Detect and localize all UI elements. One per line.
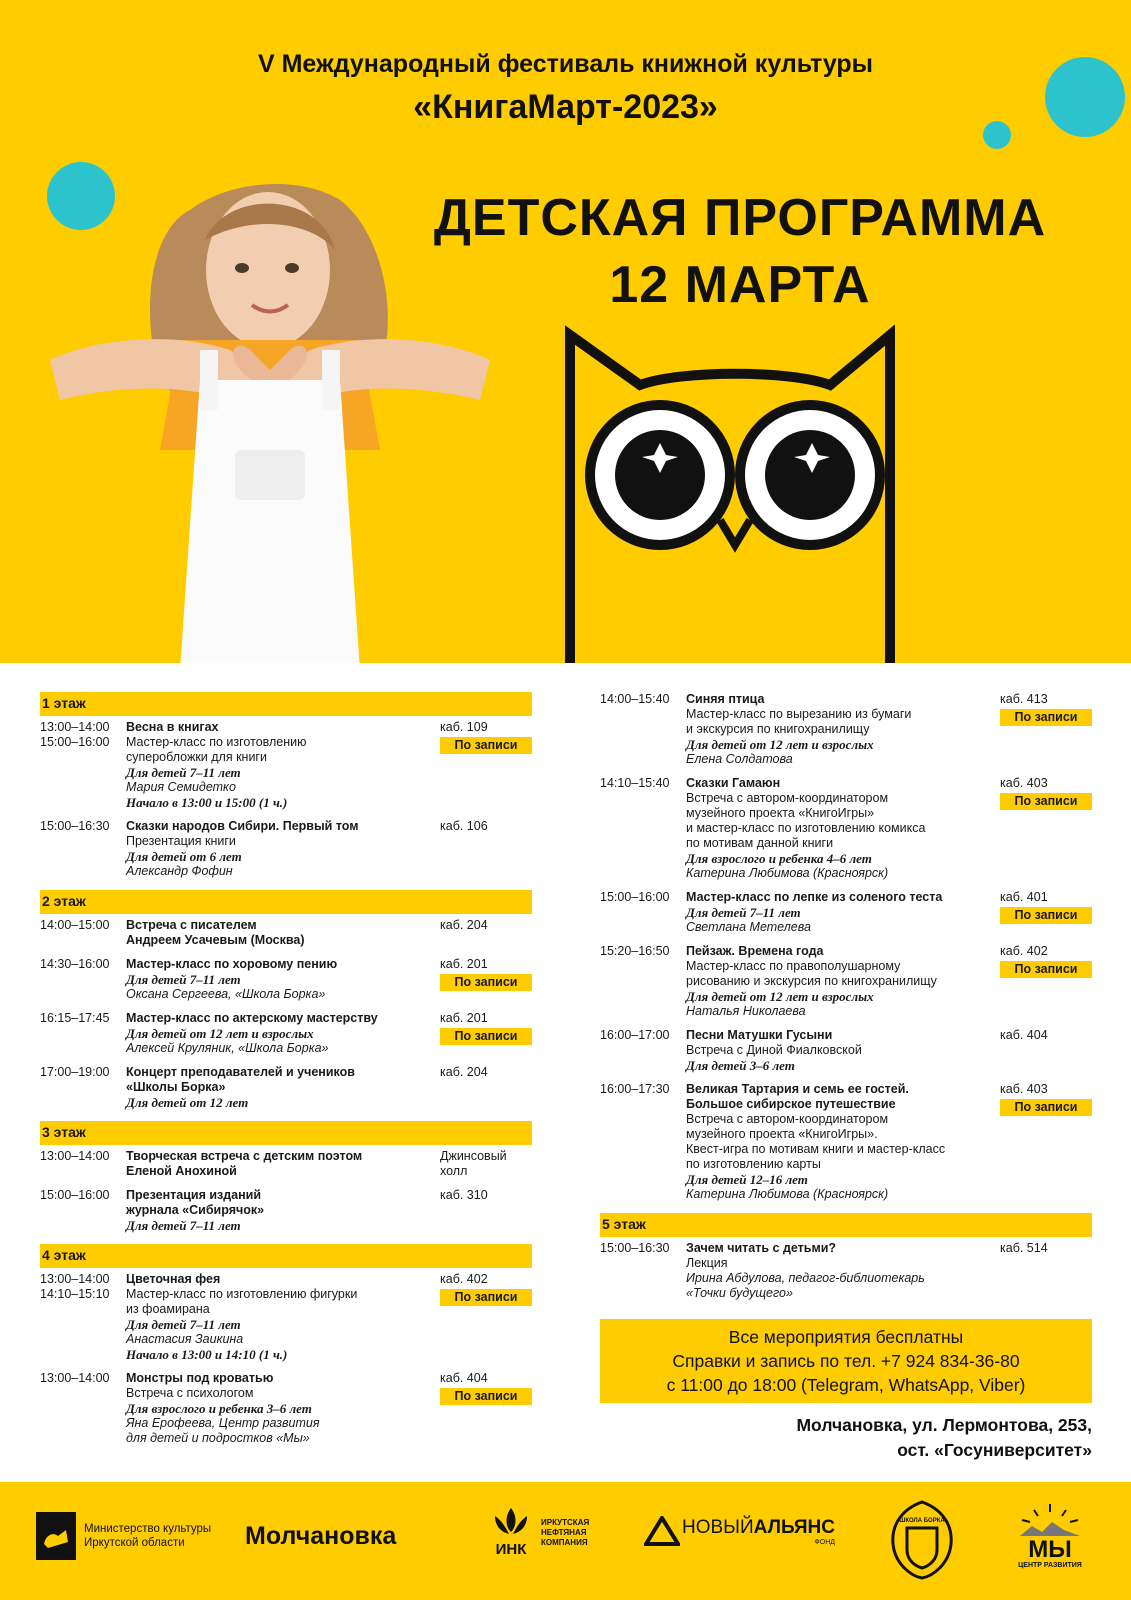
room-label: каб. 402 [1000,944,1048,958]
program-date: 12 МАРТА [609,256,871,314]
time-range: 13:00–14:00 [40,1272,110,1286]
alliance-sub: ФОНД [814,1538,835,1546]
time-range: 16:15–17:45 [40,1011,110,1025]
event-title: Синяя птица [686,692,765,706]
room-label: каб. 403 [1000,776,1048,790]
event-time [40,1188,126,1233]
room-label: каб. 204 [440,1065,488,1079]
event-title: Мастер-класс по хоровому пению [126,957,338,971]
room-label: каб. 201 [440,957,488,971]
event-description: по изготовлению карты [686,1157,821,1171]
event-time [40,1011,126,1056]
event-body [126,918,440,948]
time-range: 16:00–17:30 [600,1082,670,1096]
event-host: Александр Фофин [126,864,233,878]
event-body [126,1149,440,1179]
event-title: Андреем Усачевым (Москва) [126,933,305,947]
event-room [1000,1028,1092,1073]
event-host: Анастасия Заикина [126,1332,244,1346]
ministry-emblem-icon [36,1512,76,1560]
registration-badge[interactable]: По записи [440,737,532,754]
time-range: 15:00–16:30 [40,819,110,833]
event-time [600,1028,686,1073]
time-range: 16:00–17:00 [600,1028,670,1042]
event-title: журнала «Сибирячок» [126,1203,265,1217]
event-age: Для детей 7–11 лет [126,972,241,987]
event-age: Для взрослого и ребенка 4–6 лет [686,851,872,866]
event-description: музейного проекта «КнигоИгры» [686,806,875,820]
registration-badge[interactable]: По записи [1000,907,1092,924]
my-sub: ЦЕНТР РАЗВИТИЯ [1018,1562,1082,1569]
event-row [40,918,532,948]
time-range: 14:00–15:00 [40,918,110,932]
event-time [600,776,686,881]
floor-header: 1 этаж [40,692,532,716]
event-time [40,1371,126,1446]
time-range: 15:00–16:00 [40,735,110,749]
event-title: Мастер-класс по актерскому мастерству [126,1011,378,1025]
event-description: Встреча с автором-координатором [686,791,889,805]
registration-badge[interactable]: По записи [440,1388,532,1405]
sponsor-footer [0,1482,1131,1600]
event-row [40,1272,532,1362]
event-title: Пейзаж. Времена года [686,944,824,958]
event-title: Мастер-класс по лепке из соленого теста [686,890,943,904]
oil-company-emblem-icon [487,1504,535,1562]
floor-header: 2 этаж [40,890,532,914]
event-room [440,1065,532,1110]
event-title: Творческая встреча с детским поэтом [126,1149,363,1163]
time-range: 13:00–14:00 [40,1371,110,1385]
event-age: Для взрослого и ребенка 3–6 лет [126,1401,312,1416]
time-range: 15:20–16:50 [600,944,670,958]
event-room [1000,944,1092,1019]
room-label: каб. 201 [440,1011,488,1025]
event-row [40,1371,532,1446]
event-title: Великая Тартария и семь ее гостей. [686,1082,909,1096]
borka-label: ШКОЛА БОРКА [899,1518,945,1524]
time-range: 13:00–14:00 [40,720,110,734]
event-start-note: Начало в 13:00 и 14:10 (1 ч.) [126,1347,288,1362]
alliance-triangle-icon [644,1516,680,1546]
event-body [686,890,1000,935]
event-room [440,1011,532,1056]
event-row [600,1082,1092,1202]
my-center-icon [1012,1500,1088,1538]
time-range: 15:00–16:00 [40,1188,110,1202]
event-age: Для детей 7–11 лет [126,1317,241,1332]
event-description: Презентация книги [126,834,236,848]
event-title: Монстры под кроватью [126,1371,274,1385]
event-description: Лекция [686,1256,728,1270]
room-label: каб. 404 [1000,1028,1048,1042]
molchanovka-logo: Молчановка [245,1522,397,1550]
event-row [40,1188,532,1233]
event-description: Мастер-класс по изготовлению фигурки [126,1287,358,1301]
floor-header: 5 этаж [600,1213,1092,1237]
event-room [440,1272,532,1362]
event-row [600,1028,1092,1073]
schedule-left-column [40,692,532,1455]
event-time [40,1065,126,1110]
time-range: 14:10–15:10 [40,1287,110,1301]
room-label: каб. 310 [440,1188,488,1202]
event-body [686,1241,1000,1301]
event-host: Катерина Любимова (Красноярск) [686,866,889,880]
event-row [40,957,532,1002]
event-row [600,1241,1092,1301]
event-row [600,776,1092,881]
info-phone[interactable]: Справки и запись по тел. +7 924 834-36-80 [672,1351,1020,1371]
event-time [40,918,126,948]
event-row [40,1149,532,1179]
event-body [126,1371,440,1446]
oil-company-logo [487,1504,589,1562]
event-row [40,1011,532,1056]
event-body [126,1188,440,1233]
event-time [600,890,686,935]
event-time [600,1241,686,1301]
floor-header: 4 этаж [40,1244,532,1268]
event-body [686,944,1000,1019]
event-room [440,1149,532,1179]
event-description: Квест-игра по мотивам книги и мастер-класс [686,1142,946,1156]
event-host: Мария Семидетко [126,780,236,794]
room-label: Джинсовый [440,1149,507,1163]
event-host: Наталья Николаева [686,1004,806,1018]
event-description: Встреча с психологом [126,1386,254,1400]
time-range: 14:00–15:40 [600,692,670,706]
event-body [686,692,1000,767]
room-label: холл [440,1164,468,1178]
event-description: Мастер-класс по изготовлению [126,735,307,749]
festival-title: «КнигаМарт-2023» [413,88,718,126]
event-host: Елена Солдатова [686,752,793,766]
event-time [40,1149,126,1179]
event-age: Для детей от 12 лет и взрослых [686,737,874,752]
room-label: каб. 404 [440,1371,488,1385]
oil-line1: ИРКУТСКАЯ [541,1518,590,1527]
time-range: 15:00–16:00 [600,890,670,904]
event-room [1000,1241,1092,1301]
event-body [126,720,440,810]
event-title: Еленой Анохиной [126,1164,237,1178]
borka-school-logo [885,1498,959,1580]
event-description: из фоамирана [126,1302,210,1316]
event-title: Встреча с писателем [126,918,257,932]
registration-badge[interactable]: По записи [1000,793,1092,810]
event-description: и экскурсия по книгохранилищу [686,722,870,736]
event-title: Песни Матушки Гусыни [686,1028,833,1042]
event-room [1000,1082,1092,1202]
event-age: Для детей 7–11 лет [686,905,801,920]
festival-name: V Международный фестиваль книжной культуры [257,50,874,78]
event-description: по мотивам данной книги [686,836,834,850]
event-room [440,918,532,948]
event-host: Яна Ерофеева, Центр развития [126,1416,320,1430]
event-description: и мастер-класс по изготовлению комикса [686,821,926,835]
event-age: Для детей 7–11 лет [126,765,241,780]
room-label: каб. 403 [1000,1082,1048,1096]
event-time [600,1082,686,1202]
time-range: 13:00–14:00 [40,1149,110,1163]
event-room [440,957,532,1002]
event-room [440,1188,532,1233]
event-host: для детей и подростков «Мы» [126,1431,310,1445]
event-age: Для детей 3–6 лет [686,1058,795,1073]
girl-illustration [30,150,510,663]
event-age: Для детей 12–16 лет [686,1172,808,1187]
event-room [1000,776,1092,881]
event-row [40,819,532,879]
room-label: каб. 401 [1000,890,1048,904]
program-title: ДЕТСКАЯ ПРОГРАММА [433,189,1047,247]
address-stop: ост. «Госуниверситет» [897,1440,1092,1460]
event-age: Для детей от 12 лет и взрослых [686,989,874,1004]
event-body [686,1028,1000,1073]
event-host: Оксана Сергеева, «Школа Борка» [126,987,326,1001]
event-host: Алексей Круляник, «Школа Борка» [126,1041,329,1055]
time-range: 17:00–19:00 [40,1065,110,1079]
room-label: каб. 413 [1000,692,1048,706]
event-age: Для детей от 12 лет [126,1095,249,1110]
event-description: Мастер-класс по вырезанию из бумаги [686,707,912,721]
event-age: Для детей от 6 лет [126,849,242,864]
room-label: каб. 402 [440,1272,488,1286]
event-start-note: Начало в 13:00 и 15:00 (1 ч.) [126,795,288,810]
ministry-line1: Министерство культуры [84,1523,212,1535]
event-row [600,890,1092,935]
event-host: Светлана Метелева [686,920,811,934]
address-street: Молчановка, ул. Лермонтова, 253, [796,1415,1092,1435]
registration-badge[interactable]: По записи [440,1028,532,1045]
event-title: Зачем читать с детьми? [686,1241,837,1255]
new-alliance-logo [644,1516,835,1546]
oil-line3: КОМПАНИЯ [541,1538,588,1547]
my-center-logo [1012,1500,1088,1569]
hero-banner [0,0,1131,663]
time-range: 14:30–16:00 [40,957,110,971]
event-body [126,819,440,879]
event-title: Цветочная фея [126,1272,221,1286]
room-label: каб. 514 [1000,1241,1048,1255]
event-room [1000,890,1092,935]
registration-badge[interactable]: По записи [440,1289,532,1306]
event-title: «Школы Борка» [126,1080,226,1094]
alliance-word-a: НОВЫЙ [682,1516,754,1538]
event-time [600,944,686,1019]
event-title: Презентация изданий [126,1188,262,1202]
event-host: Ирина Абдулова, педагог-библиотекарь [686,1271,925,1285]
event-title: Большое сибирское путешествие [686,1097,896,1111]
event-room [440,1371,532,1446]
room-label: каб. 109 [440,720,488,734]
event-host: Катерина Любимова (Красноярск) [686,1187,889,1201]
schedule-right-column [600,692,1092,1310]
event-time [600,692,686,767]
room-label: каб. 204 [440,918,488,932]
floor-header: 3 этаж [40,1121,532,1145]
registration-badge[interactable]: По записи [440,974,532,991]
event-body [686,1082,1000,1202]
registration-badge[interactable]: По записи [1000,961,1092,978]
registration-badge[interactable]: По записи [1000,709,1092,726]
info-box [600,1319,1092,1403]
event-age: Для детей 7–11 лет [126,1218,241,1233]
event-time [40,720,126,810]
owl-illustration [560,325,910,663]
event-row [40,1065,532,1110]
event-description: рисованию и экскурсия по книгохранилищу [686,974,937,988]
event-body [126,957,440,1002]
event-room [440,819,532,879]
event-description: Встреча с автором-координатором [686,1112,889,1126]
oil-abbr: ИНК [495,1541,527,1558]
event-time [40,957,126,1002]
event-title: Весна в книгах [126,720,219,734]
borka-crest-icon [885,1498,959,1580]
event-body [126,1065,440,1110]
event-title: Концерт преподавателей и учеников [126,1065,355,1079]
room-label: каб. 106 [440,819,488,833]
event-description: Мастер-класс по правополушарному [686,959,901,973]
ministry-logo [36,1512,211,1560]
info-hours: с 11:00 до 18:00 (Telegram, WhatsApp, Viber) [666,1375,1026,1395]
event-title: Сказки Гамаюн [686,776,781,790]
event-row [600,944,1092,1019]
event-row [40,720,532,810]
ministry-line2: Иркутской области [84,1537,185,1549]
time-range: 14:10–15:40 [600,776,670,790]
event-body [126,1011,440,1056]
event-title: Сказки народов Сибири. Первый том [126,819,359,833]
my-label: МЫ [1028,1536,1072,1563]
event-body [126,1272,440,1362]
event-body [686,776,1000,881]
event-host: «Точки будущего» [686,1286,793,1300]
event-description: Встреча с Диной Фиалковской [686,1043,862,1057]
alliance-word-b: АЛЬЯНС [753,1516,835,1538]
event-row [600,692,1092,767]
event-room [1000,692,1092,767]
event-age: Для детей от 12 лет и взрослых [126,1026,314,1041]
event-time [40,1272,126,1362]
info-free: Все мероприятия бесплатны [728,1327,964,1347]
event-description: суперобложки для книги [126,750,267,764]
registration-badge[interactable]: По записи [1000,1099,1092,1116]
time-range: 15:00–16:30 [600,1241,670,1255]
event-room [440,720,532,810]
event-time [40,819,126,879]
oil-line2: НЕФТЯНАЯ [541,1528,587,1537]
event-description: музейного проекта «КнигоИгры». [686,1127,878,1141]
